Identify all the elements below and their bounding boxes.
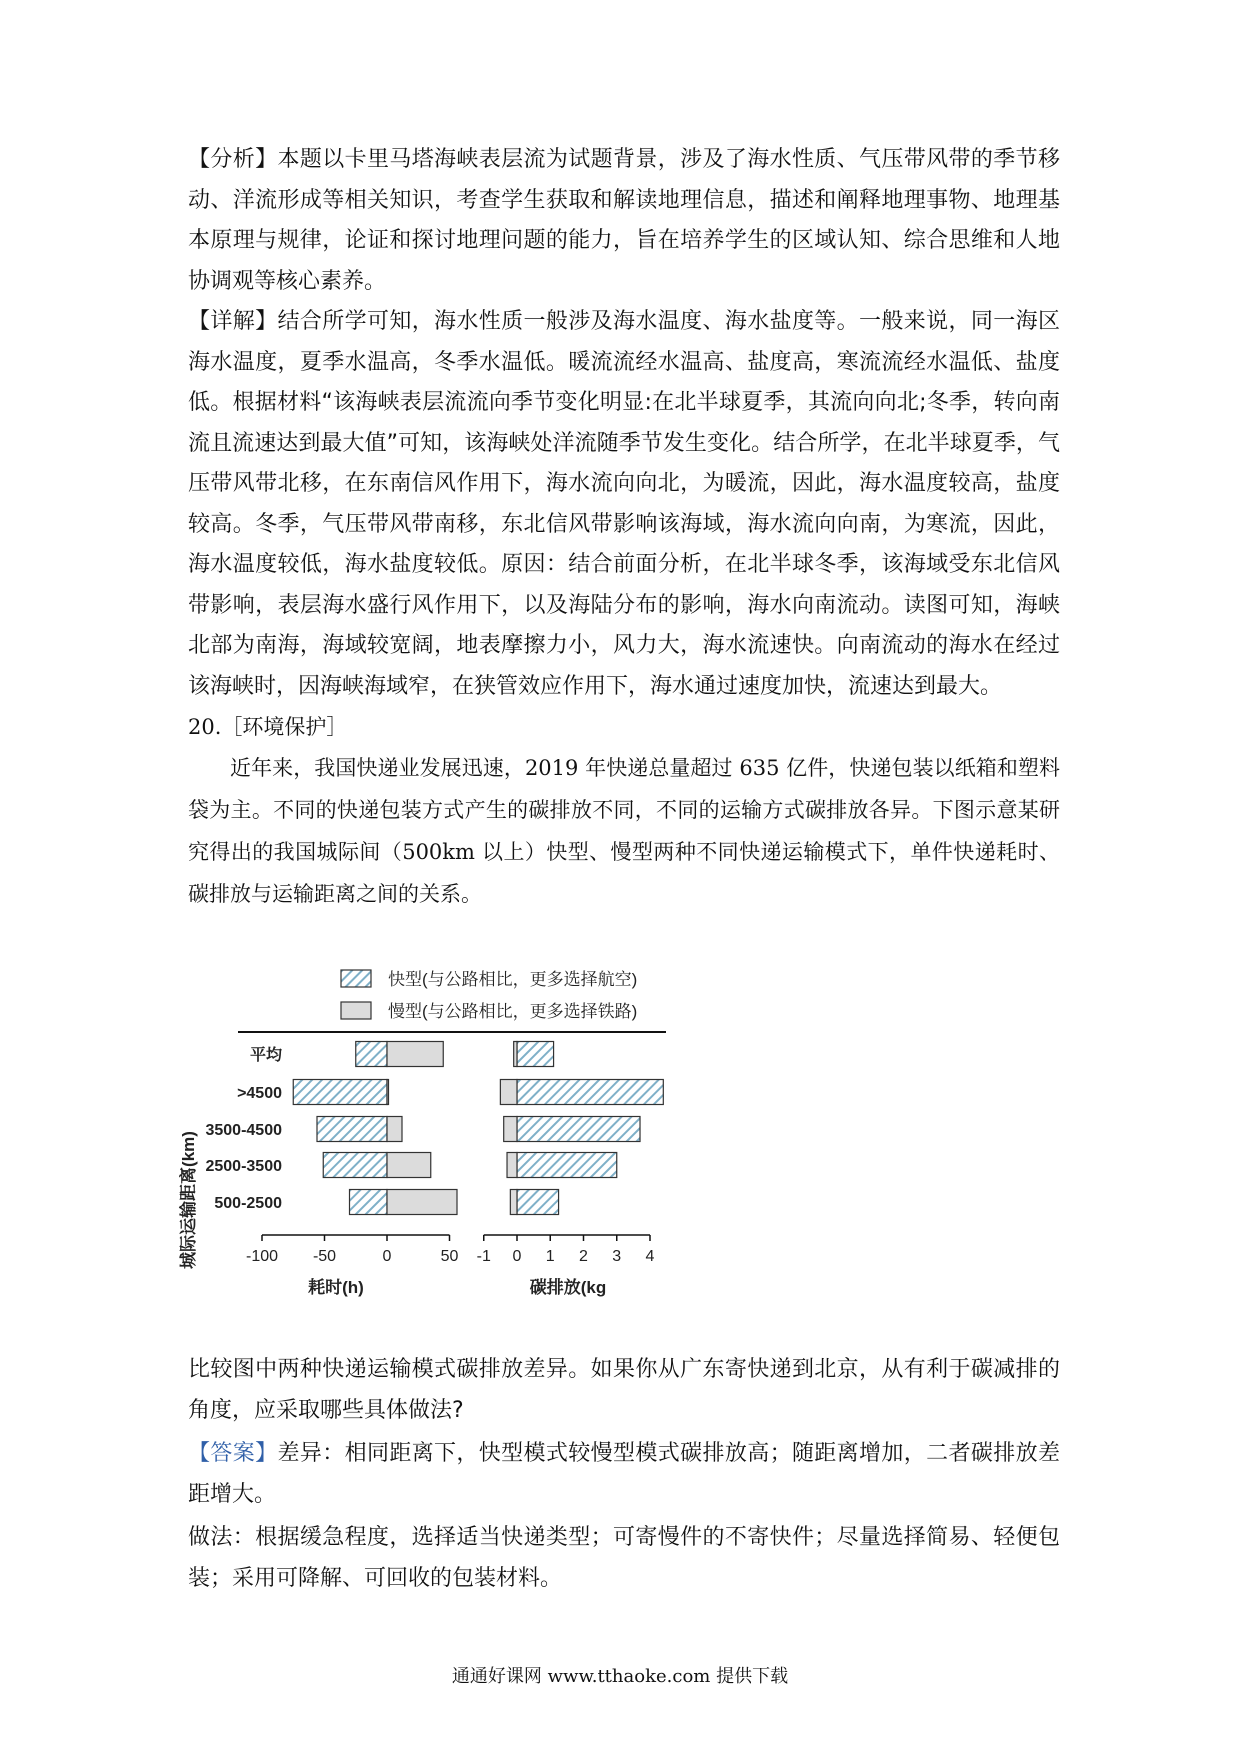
- detail-paragraph: [188, 302, 1060, 707]
- bar-fast: [517, 1117, 640, 1142]
- x-tick-label: 0: [512, 1248, 522, 1265]
- bar-slow: [387, 1153, 431, 1178]
- bar-slow: [507, 1153, 517, 1178]
- bar-fast: [517, 1042, 554, 1067]
- bar-slow: [500, 1080, 517, 1105]
- category-label: 3500-4500: [205, 1122, 282, 1139]
- x-tick-label: -50: [312, 1248, 337, 1265]
- answer-tag: 【答案】: [188, 1441, 278, 1466]
- x-tick-label: 2: [579, 1248, 588, 1265]
- bar-slow: [514, 1042, 517, 1067]
- bar-fast: [293, 1080, 387, 1105]
- bar-fast: [356, 1042, 387, 1067]
- analysis-paragraph: [188, 140, 1060, 302]
- x-tick-label: 1: [545, 1248, 555, 1265]
- bar-fast: [517, 1153, 617, 1178]
- method-text: 做法：根据缓急程度，选择适当快递类型；可寄慢件的不寄快件；尽量选择简易、轻便包装；采用可降解、可回收的包装材料。: [188, 1525, 1060, 1591]
- category-label: 平均: [249, 1047, 282, 1064]
- bar-slow: [504, 1117, 517, 1142]
- bar-slow: [387, 1042, 443, 1067]
- bar-fast: [323, 1153, 387, 1178]
- x-tick-label: 3: [612, 1248, 622, 1265]
- answer-paragraph: [188, 1434, 1060, 1515]
- question-text: 近年来，我国快递业发展迅速，2019 年快递总量超过 635 亿件，快递包装以纸箱和塑料袋为主。不同的快递包装方式产生的碳排放不同，不同的运输方式碳排放各异。下图示意某研究得出的我国城际间（500km 以上）快型、慢型两种不同快递运输模式下，单件快递耗时、碳排放与运输距离之间的关系。: [188, 756, 1060, 906]
- bar-slow: [510, 1190, 517, 1215]
- bar-slow: [387, 1117, 402, 1142]
- x-tick-label: 0: [382, 1248, 392, 1265]
- chart-svg: [179, 955, 788, 1345]
- x-tick-label: -1: [476, 1248, 491, 1265]
- question-heading: 20.［环境保护］: [188, 715, 348, 739]
- bar-fast: [317, 1117, 387, 1142]
- legend-label-1: 慢型(与公路相比，更多选择铁路): [388, 1002, 638, 1021]
- category-label: >4500: [237, 1085, 282, 1102]
- detail-text: 结合所学可知，海水性质一般涉及海水温度、海水盐度等。一般来说，同一海区海水温度，夏季水温高，冬季水温低。暖流流经水温高、盐度高，寒流流经水温低、盐度低。根据材料“该海峡表层流流向季节变化明显:在北半球夏季，其流向向北;冬季，转向南流且流速达到最大值”可知，该海峡处洋流随季节发生变化。结合所学，在北半球夏季，气压带风带北移，在东南信风作用下，海水流向向北，为暖流，因此，海水温度较高，盐度较高。冬季，气压带风带南移，东北信风带影响该海域，海水流向向南，为寒流，因此，海水温度较低，海水盐度较低。原因：结合前面分析，在北半球冬季，该海域受东北信风带影响，表层海水盛行风作用下，以及海陆分布的影响，海水向南流动。读图可知，海峡北部为南海，海域较宽阔，地表摩擦力小，风力大，海水流速快。向南流动的海水在经过该海峡时，因海峡海域窄，在狭管效应作用下，海水通过速度加快，流速达到最大。: [188, 309, 1060, 699]
- x-axis-label-1: 碳排放(kg: [529, 1278, 607, 1297]
- legend-swatch-0: [341, 970, 371, 987]
- prompt-text: 比较图中两种快递运输模式碳排放差异。如果你从广东寄快递到北京，从有利于碳减排的角度，应采取哪些具体做法?: [188, 1357, 1060, 1423]
- express-carbon-chart: [179, 955, 788, 1345]
- question-and-answer: [188, 1350, 1060, 1599]
- bar-fast: [350, 1190, 388, 1215]
- x-tick-label: 4: [645, 1248, 655, 1265]
- detail-tag: 【详解】: [188, 309, 278, 334]
- bar-fast: [517, 1080, 663, 1105]
- y-axis-label: 城际运输距离(km): [179, 1131, 198, 1269]
- x-tick-label: -100: [245, 1248, 279, 1265]
- answer-text: 差异：相同距离下，快型模式较慢型模式碳排放高；随距离增加，二者碳排放差距增大。: [188, 1441, 1060, 1507]
- analysis-tag: 【分析】: [188, 147, 278, 172]
- x-axis-label-0: 耗时(h): [308, 1278, 364, 1297]
- category-label: 500-2500: [214, 1195, 282, 1212]
- analysis-text: 本题以卡里马塔海峡表层流为试题背景，涉及了海水性质、气压带风带的季节移动、洋流形成等相关知识，考查学生获取和解读地理信息，描述和阐释地理事物、地理基本原理与规律，论证和探讨地理问题的能力，旨在培养学生的区域认知、综合思维和人地协调观等核心素养。: [188, 147, 1060, 294]
- x-tick-label: 50: [440, 1248, 459, 1265]
- legend-label-0: 快型(与公路相比，更多选择航空): [388, 970, 638, 989]
- bar-slow: [387, 1080, 389, 1105]
- solution-text: [188, 140, 1060, 915]
- legend-swatch-1: [341, 1002, 371, 1019]
- bar-fast: [517, 1190, 559, 1215]
- category-label: 2500-3500: [205, 1158, 282, 1175]
- bar-slow: [387, 1190, 457, 1215]
- footer-text: 通通好课网 www.tthaoke.com 提供下载: [451, 1666, 789, 1687]
